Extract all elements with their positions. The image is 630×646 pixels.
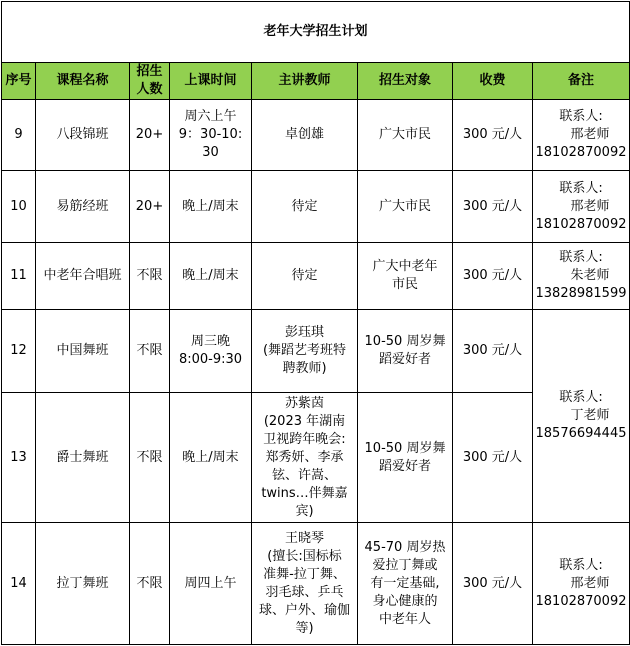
target-line: 蹈爱好者 xyxy=(378,352,431,367)
row-quota: 不限 xyxy=(130,310,170,393)
teacher-line: 球、户外、瑜伽 xyxy=(258,602,350,618)
row-target xyxy=(358,523,453,645)
contact-phone: 18576694445 xyxy=(535,426,627,441)
table-row xyxy=(2,523,630,645)
target-line: 爱拉丁舞或 xyxy=(372,557,438,573)
teacher-line: 准舞-拉丁舞、 xyxy=(263,566,346,582)
table-row xyxy=(2,243,630,310)
header-quota: 招生人数 xyxy=(130,63,170,100)
row-time xyxy=(170,100,252,171)
contact-phone: 18102870092 xyxy=(535,593,627,609)
contact-phone: 18102870092 xyxy=(535,216,627,232)
row-course: 中老年合唱班 xyxy=(36,243,130,310)
row-no: 13 xyxy=(2,393,36,523)
row-time: 周四上午 xyxy=(170,523,252,645)
row-note xyxy=(533,523,630,645)
row-teacher xyxy=(252,310,358,393)
teacher-line: 聘教师) xyxy=(282,361,327,376)
row-fee: 300 元/人 xyxy=(453,523,533,645)
target-line: 市民 xyxy=(391,277,418,292)
target-line: 广大中老年 xyxy=(372,259,438,274)
teacher-line: 彭珏琪 xyxy=(284,325,324,340)
teacher-line: (舞蹈艺考班特 xyxy=(262,343,347,358)
row-teacher xyxy=(252,523,358,645)
teacher-line: (擅长:国标标 xyxy=(267,548,342,564)
contact-label: 联系人: xyxy=(559,250,603,265)
row-fee: 300 元/人 xyxy=(453,310,533,393)
table-row xyxy=(2,171,630,243)
time-line: 9：30-10: xyxy=(178,127,243,142)
header-time: 上课时间 xyxy=(170,63,252,100)
row-quota: 不限 xyxy=(130,243,170,310)
row-target xyxy=(358,310,453,393)
row-no: 10 xyxy=(2,171,36,243)
teacher-line: (2023 年湖南 xyxy=(263,413,346,429)
row-time: 晚上/周末 xyxy=(170,171,252,243)
time-line: 周三晚 xyxy=(190,334,230,349)
target-line: 45-70 周岁热 xyxy=(364,539,446,555)
header-no: 序号 xyxy=(2,63,36,100)
contact-label: 联系人: xyxy=(559,109,603,124)
row-time xyxy=(170,310,252,393)
header-teacher: 主讲教师 xyxy=(252,63,358,100)
teacher-line: 羽毛球、乒乓 xyxy=(265,584,344,600)
row-quota: 20+ xyxy=(130,100,170,171)
row-note xyxy=(533,171,630,243)
row-course: 易筋经班 xyxy=(36,171,130,243)
teacher-line: 等) xyxy=(295,620,314,636)
row-no: 11 xyxy=(2,243,36,310)
teacher-line: 王晓琴 xyxy=(284,530,324,546)
teacher-line: 宾) xyxy=(295,503,314,519)
header-fee: 收费 xyxy=(453,63,533,100)
header-target: 招生对象 xyxy=(358,63,453,100)
contact-label: 联系人: xyxy=(559,557,603,573)
contact-label: 联系人: xyxy=(559,390,603,405)
row-teacher xyxy=(252,393,358,523)
row-teacher: 待定 xyxy=(252,243,358,310)
header-course: 课程名称 xyxy=(36,63,130,100)
row-no: 14 xyxy=(2,523,36,645)
row-course: 八段锦班 xyxy=(36,100,130,171)
row-time: 晚上/周末 xyxy=(170,393,252,523)
row-target: 广大市民 xyxy=(358,171,453,243)
row-fee: 300 元/人 xyxy=(453,171,533,243)
time-line: 周六上午 xyxy=(184,109,237,124)
row-target xyxy=(358,393,453,523)
row-course: 中国舞班 xyxy=(36,310,130,393)
page-title: 老年大学招生计划 xyxy=(2,2,630,63)
teacher-line: twins…伴舞嘉 xyxy=(261,485,348,501)
row-course: 爵士舞班 xyxy=(36,393,130,523)
target-line: 身心健康的 xyxy=(372,593,438,609)
target-line: 10-50 周岁舞 xyxy=(364,334,446,349)
teacher-line: 卫视跨年晚会: xyxy=(263,431,346,447)
row-course: 拉丁舞班 xyxy=(36,523,130,645)
time-line: 8:00-9:30 xyxy=(178,352,243,367)
teacher-line: 铉、许嵩、 xyxy=(271,467,337,483)
time-line: 30 xyxy=(202,145,219,160)
target-line: 有一定基础, xyxy=(370,575,440,591)
contact-phone: 13828981599 xyxy=(535,286,627,301)
target-line: 中老年人 xyxy=(378,611,431,627)
contact-name: 朱老师 xyxy=(570,268,610,283)
contact-name: 邢老师 xyxy=(570,198,610,214)
row-note xyxy=(533,310,630,523)
target-line: 10-50 周岁舞 xyxy=(364,440,446,456)
row-quota: 不限 xyxy=(130,523,170,645)
header-row xyxy=(2,63,630,100)
target-line: 蹈爱好者 xyxy=(378,458,431,474)
enrollment-table xyxy=(1,1,630,645)
row-no: 9 xyxy=(2,100,36,171)
contact-name: 邢老师 xyxy=(570,127,610,142)
row-no: 12 xyxy=(2,310,36,393)
teacher-line: 苏紫茵 xyxy=(284,395,324,411)
row-time: 晚上/周末 xyxy=(170,243,252,310)
contact-phone: 18102870092 xyxy=(535,145,627,160)
contact-name: 丁老师 xyxy=(570,408,610,423)
contact-label: 联系人: xyxy=(559,180,603,196)
row-fee: 300 元/人 xyxy=(453,243,533,310)
row-target xyxy=(358,243,453,310)
teacher-line: 郑秀妍、李承 xyxy=(265,449,344,465)
row-fee: 300 元/人 xyxy=(453,393,533,523)
table-row xyxy=(2,310,630,393)
row-note xyxy=(533,243,630,310)
row-quota: 不限 xyxy=(130,393,170,523)
table-row xyxy=(2,100,630,171)
row-teacher: 卓创雄 xyxy=(252,100,358,171)
row-note xyxy=(533,100,630,171)
row-quota: 20+ xyxy=(130,171,170,243)
header-note: 备注 xyxy=(533,63,630,100)
row-target: 广大市民 xyxy=(358,100,453,171)
row-teacher: 待定 xyxy=(252,171,358,243)
contact-name: 邢老师 xyxy=(570,575,610,591)
row-fee: 300 元/人 xyxy=(453,100,533,171)
